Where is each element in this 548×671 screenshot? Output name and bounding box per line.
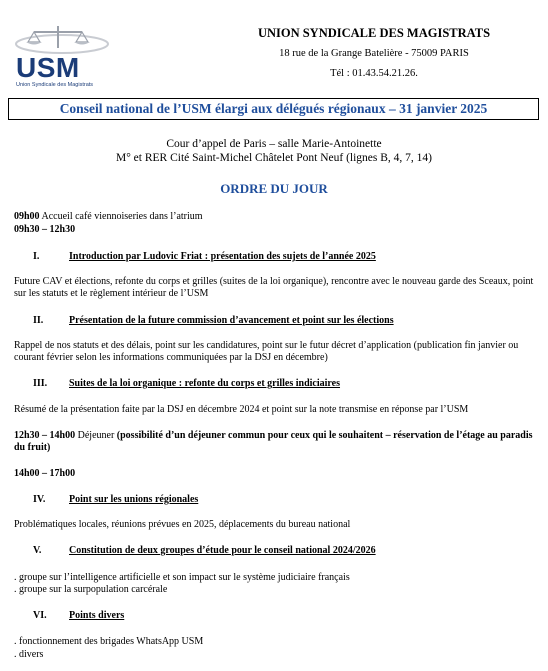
- venue-line-2: M° et RER Cité Saint-Michel Châtelet Pont Neuf (lignes B, 4, 7, 14): [115, 152, 433, 164]
- section-title: Constitution de deux groupes d’étude pour le conseil national 2024/2026: [69, 545, 376, 556]
- afternoon-slot: 14h00 – 17h00: [14, 468, 76, 479]
- list-item: . fonctionnement des brigades WhatsApp USM: [14, 636, 204, 647]
- section-number: VI.: [33, 610, 47, 621]
- lunch-line: [14, 430, 534, 454]
- section-title: Suites de la loi organique : refonte du corps et grilles indiciaires: [69, 378, 341, 389]
- list-item: . divers: [14, 649, 44, 660]
- section-number: V.: [33, 545, 42, 556]
- lunch-text: Déjeuner: [75, 430, 117, 441]
- lunch-note: (possibilité d’un déjeuner commun pour ceux qui le souhaitent – réservation de l’étage au paradis du fruit): [14, 430, 533, 453]
- org-name: UNION SYNDICALE DES MAGISTRATS: [257, 26, 491, 40]
- section-title: Introduction par Ludovic Friat : présentation des sujets de l’année 2025: [69, 251, 376, 262]
- morning-slot: 09h30 – 12h30: [14, 224, 76, 235]
- section-title: Points divers: [69, 610, 125, 621]
- section-body: Future CAV et élections, refonte du corps et grilles (suites de la loi organique), rencontre avec le nouveau garde des Sceaux, point sur les statuts et le règlement intérieur de l’USM: [14, 276, 534, 299]
- welcome-line: [14, 211, 203, 222]
- agenda-heading: ORDRE DU JOUR: [220, 181, 328, 196]
- section-title: Présentation de la future commission d’avancement et point sur les élections: [69, 315, 394, 326]
- lunch-time: 12h30 – 14h00: [14, 430, 76, 441]
- list-item: . groupe sur l’intelligence artificielle et son impact sur le système judiciaire français: [14, 572, 350, 583]
- section-body: Rappel de nos statuts et des délais, point sur les candidatures, point sur le futur décret d’application (publication fin janvier ou courant février selon les informations communiquées par la DSJ en décembre): [14, 340, 519, 363]
- section-number: IV.: [33, 494, 46, 505]
- logo-subtitle: Union Syndicale des Magistrats: [16, 82, 94, 88]
- org-phone: Tél : 01.43.54.21.26.: [330, 68, 418, 79]
- org-address: 18 rue de la Grange Batelière - 75009 PARIS: [279, 48, 469, 59]
- venue-line-1: Cour d’appel de Paris – salle Marie-Antoinette: [166, 138, 382, 150]
- section-number: II.: [33, 315, 44, 326]
- logo-text: USM: [16, 52, 80, 83]
- document-title: Conseil national de l’USM élargi aux délégués régionaux – 31 janvier 2025: [8, 98, 539, 120]
- welcome-time: 09h00: [14, 211, 40, 222]
- section-number: III.: [33, 378, 48, 389]
- section-title: Point sur les unions régionales: [69, 494, 199, 505]
- section-body: Résumé de la présentation faite par la DSJ en décembre 2024 et point sur la note transmise en réponse par l’USM: [14, 404, 469, 415]
- section-body: Problématiques locales, réunions prévues en 2025, déplacements du bureau national: [14, 519, 351, 530]
- section-number: I.: [33, 251, 40, 262]
- scales-of-justice-icon: [14, 22, 124, 56]
- welcome-text: Accueil café viennoiseries dans l’atrium: [39, 211, 203, 222]
- list-item: . groupe sur la surpopulation carcérale: [14, 584, 168, 595]
